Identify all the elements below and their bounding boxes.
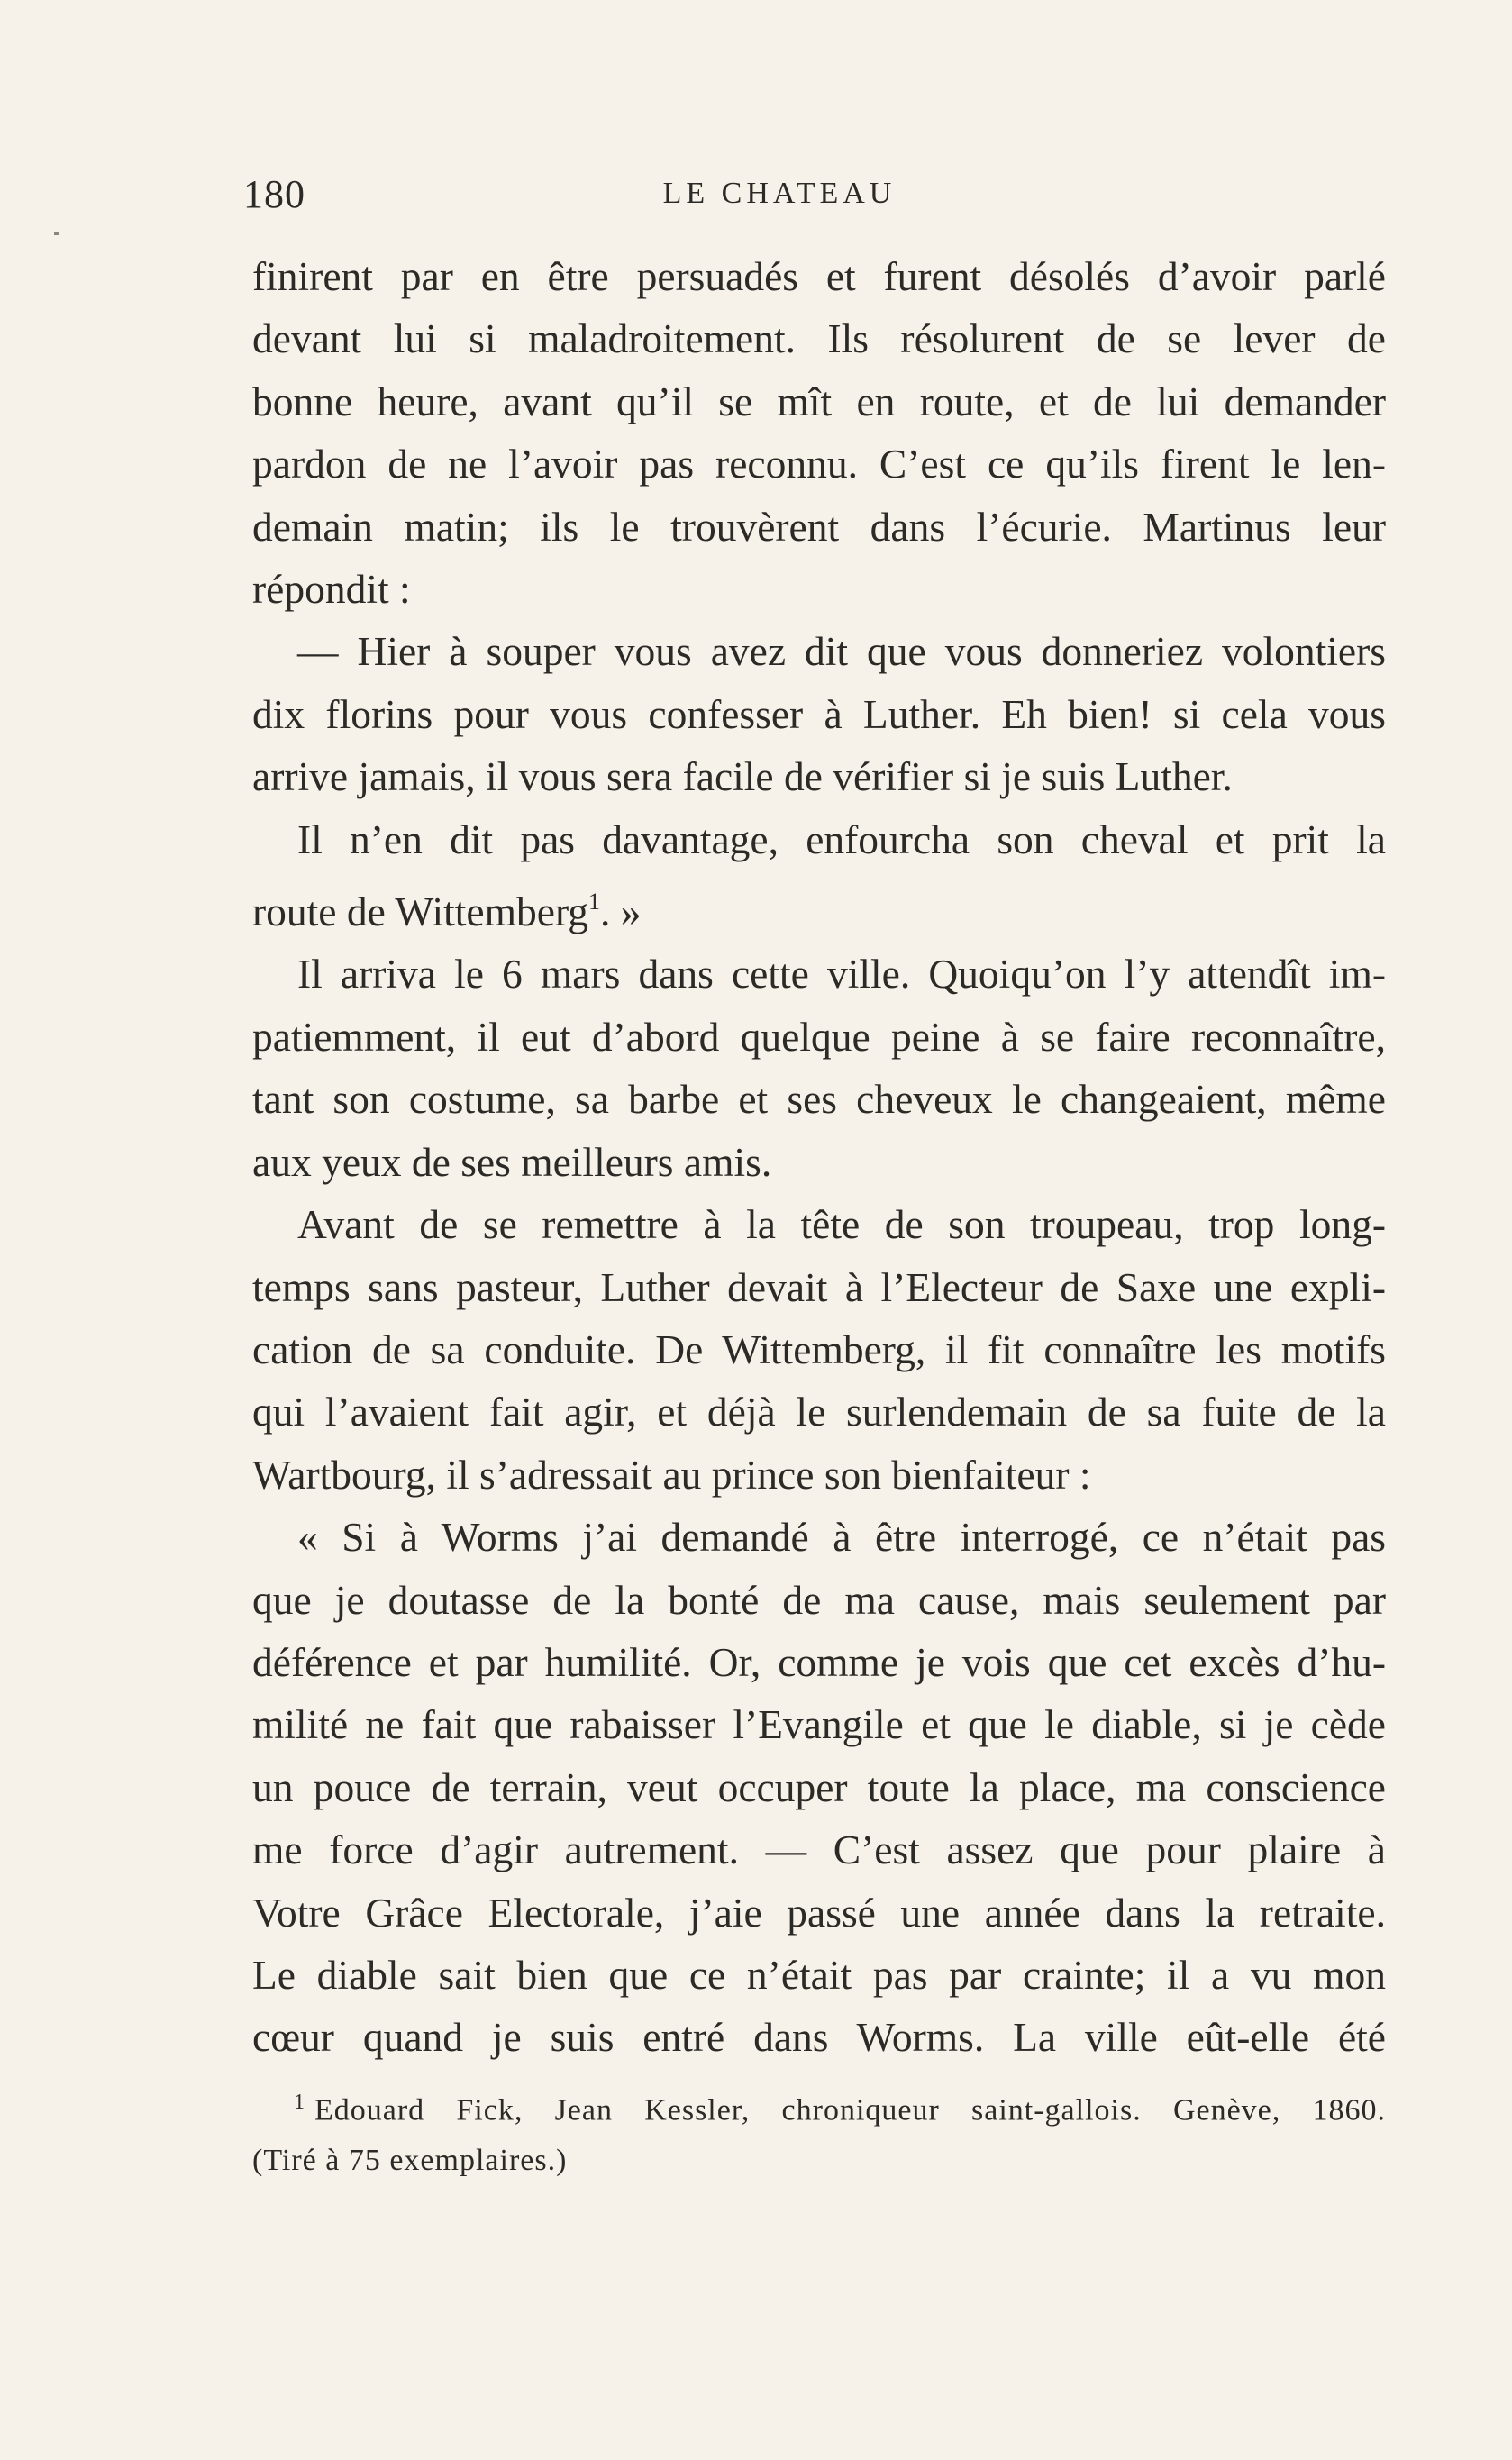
footnote-reference: 1 bbox=[588, 888, 601, 916]
running-head bbox=[243, 171, 1388, 225]
text-line: Il n’en dit pas davantage, enfourcha son cheval et prit la bbox=[297, 815, 1386, 862]
text-line: cation de sa conduite. De Wittemberg, il fit connaître les motifs bbox=[252, 1326, 1386, 1372]
text-line: répondit : bbox=[252, 566, 411, 613]
footnote-text: Edouard Fick, Jean Kessler, chroniqueur saint-gallois. Genève, 1860. bbox=[314, 2093, 1386, 2127]
text-line: Votre Grâce Electorale, j’aie passé une année dans la retraite. bbox=[252, 1889, 1386, 1936]
margin-mark bbox=[54, 232, 59, 235]
text-line: temps sans pasteur, Luther devait à l’Electeur de Saxe une expli- bbox=[252, 1263, 1386, 1310]
text-line: Le diable sait bien que ce n’était pas par crainte; il a vu mon bbox=[252, 1951, 1386, 1998]
text-line: Il arriva le 6 mars dans cette ville. Quoiqu’on l’y attendît im- bbox=[297, 951, 1386, 998]
text-line: — Hier à souper vous avez dit que vous donneriez volontiers bbox=[297, 628, 1386, 675]
text-line: Avant de se remettre à la tête de son troupeau, trop long- bbox=[297, 1201, 1386, 1248]
page-number: 180 bbox=[243, 172, 305, 216]
text-line: aux yeux de ses meilleurs amis. bbox=[252, 1138, 772, 1185]
text-line: milité ne fait que rabaisser l’Evangile et que le diable, si je cède bbox=[252, 1701, 1386, 1748]
text-line: finirent par en être persuadés et furent désolés d’avoir parlé bbox=[252, 253, 1386, 299]
text-line: qui l’avaient fait agir, et déjà le surlendemain de sa fuite de la bbox=[252, 1389, 1386, 1435]
text-line: cœur quand je suis entré dans Worms. La ville eût-elle été bbox=[252, 2014, 1386, 2061]
text-line: me force d’agir autrement. — C’est assez que pour plaire à bbox=[252, 1827, 1386, 1873]
text-line: demain matin; ils le trouvèrent dans l’écurie. Martinus leur bbox=[252, 503, 1386, 550]
footnote-line bbox=[252, 2077, 1386, 2136]
body-text bbox=[252, 245, 1386, 2069]
text-line: tant son costume, sa barbe et ses cheveux le changeaient, même bbox=[252, 1076, 1386, 1123]
text-line: un pouce de terrain, veut occuper toute la place, ma conscience bbox=[252, 1763, 1386, 1810]
text-line: devant lui si maladroitement. Ils résolurent de se lever de bbox=[252, 315, 1386, 362]
text-line: déférence et par humilité. Or, comme je vois que cet excès d’hu- bbox=[252, 1638, 1386, 1685]
text-line: patiemment, il eut d’abord quelque peine à se faire reconnaître, bbox=[252, 1013, 1386, 1060]
text-line-with-footnote-ref bbox=[252, 870, 1386, 943]
text-line: « Si à Worms j’ai demandé à être interrogé, ce n’était pas bbox=[297, 1514, 1386, 1561]
text-line: arrive jamais, il vous sera facile de vérifier si je suis Luther. bbox=[252, 753, 1233, 800]
text-line: dix florins pour vous confesser à Luther. Eh bien! si cela vous bbox=[252, 690, 1386, 737]
line-tail: . » bbox=[600, 888, 642, 935]
text-line: pardon de ne l’avoir pas reconnu. C’est ce qu’ils firent le len- bbox=[252, 441, 1386, 487]
running-title: LE CHATEAU bbox=[662, 177, 897, 210]
footnotes bbox=[252, 2077, 1386, 2186]
footnote-marker: 1 bbox=[294, 2091, 305, 2114]
text-line: Wartbourg, il s’adressait au prince son bienfaiteur : bbox=[252, 1451, 1091, 1498]
text-line: bonne heure, avant qu’il se mît en route, et de lui demander bbox=[252, 378, 1386, 424]
text-line: que je doutasse de la bonté de ma cause, mais seulement par bbox=[252, 1576, 1386, 1623]
line-text: route de Wittemberg bbox=[252, 888, 589, 935]
footnote-line: (Tiré à 75 exemplaires.) bbox=[252, 2144, 568, 2178]
